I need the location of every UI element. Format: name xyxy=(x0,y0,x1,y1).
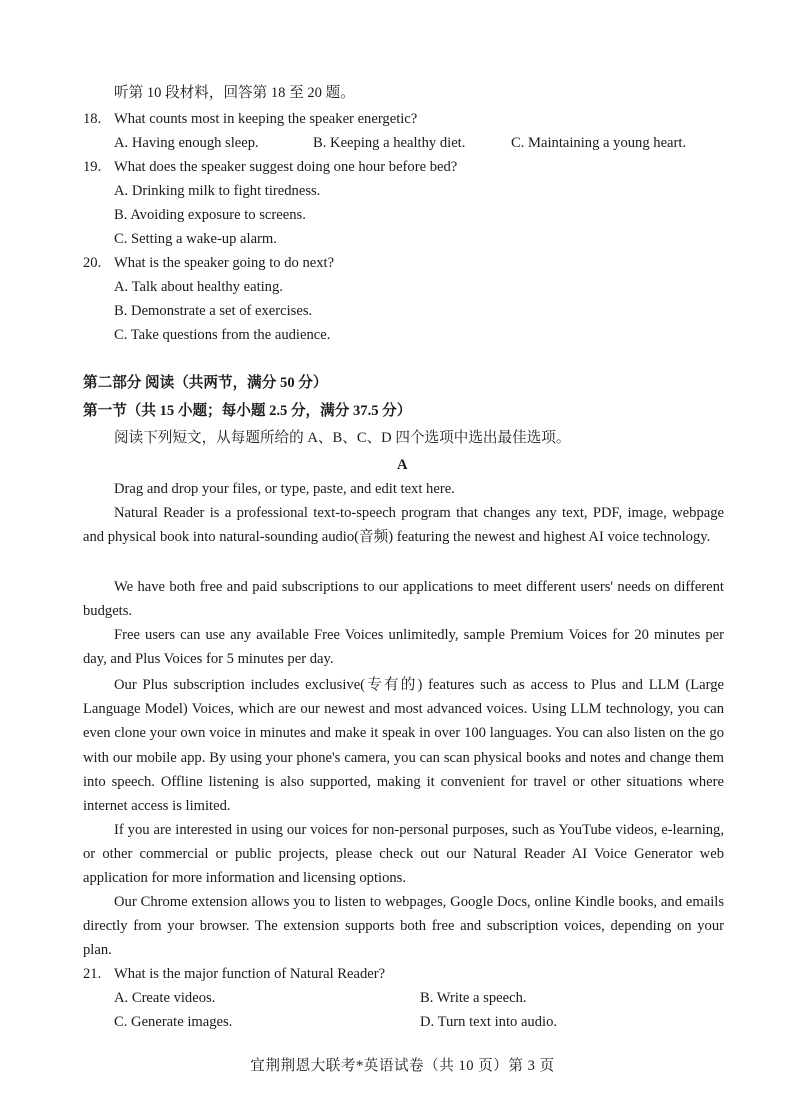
option-20a: A. Talk about healthy eating. xyxy=(114,279,283,295)
question-number-19: 19. xyxy=(83,159,102,175)
options-row-21-ab xyxy=(114,989,734,1007)
option-20c: C. Take questions from the audience. xyxy=(114,327,331,343)
paragraph-6: If you are interested in using our voices for non-personal purposes, such as YouTube videos, e-learning, or other commercial or public projects, please check out our Natural Reader AI Voice Generator web application for more information and licensing options. xyxy=(83,822,724,887)
options-row-21-cd xyxy=(114,1013,734,1031)
option-19c: C. Setting a wake-up alarm. xyxy=(114,231,277,247)
paragraph-4: Free users can use any available Free Voices unlimitedly, sample Premium Voices for 20 minutes per day, and Plus Voices for 5 minutes per day. xyxy=(83,627,724,668)
paragraph-1: Drag and drop your files, or type, paste, and edit text here. xyxy=(114,481,455,497)
question-number-21: 21. xyxy=(83,966,102,982)
paragraph-5: Our Plus subscription includes exclusive(专有的) features such as access to Plus and LLM (Large Language Model) Voices, which are our newest and most advanced voices. Using LLM technology, you can even clone your own voice in minutes and make it speak in over 100 languages. You can also listen on the go with our mobile app. By using your phone's camera, you can scan physical books and notes and change them into speech. Offline listening is also supported, making it convenient for travel or other situations where internet access is limited. xyxy=(83,677,724,815)
part-title: 第二部分 阅读（共两节，满分 50 分） xyxy=(83,375,328,391)
paragraph-7: Our Chrome extension allows you to listen to webpages, Google Docs, online Kindle books, and emails directly from your browser. The extension supports both free and subscription voices, depending on your plan. xyxy=(83,894,724,959)
section-title: 第一节（共 15 小题；每小题 2.5 分，满分 37.5 分） xyxy=(83,403,412,419)
option-21a: A. Create videos. xyxy=(114,990,216,1006)
passage-label: A xyxy=(397,457,408,473)
page-footer: 宜荆荆恩大联考*英语试卷（共 10 页）第 3 页 xyxy=(250,1058,555,1074)
option-18c: C. Maintaining a young heart. xyxy=(511,135,687,151)
question-stem-20: What is the speaker going to do next? xyxy=(114,255,335,271)
options-row-18 xyxy=(114,134,734,152)
question-stem-18: What counts most in keeping the speaker energetic? xyxy=(114,111,418,127)
question-stem-21: What is the major function of Natural Reader? xyxy=(114,966,386,982)
paragraph-2: Natural Reader is a professional text-to-speech program that changes any text, PDF, image, webpage and physical book into natural-sounding audio(音频) featuring the newest and highest AI voice technology. xyxy=(83,505,724,546)
listening-intro: 听第 10 段材料，回答第 18 至 20 题。 xyxy=(114,85,355,101)
option-19b: B. Avoiding exposure to screens. xyxy=(114,207,306,223)
option-19a: A. Drinking milk to fight tiredness. xyxy=(114,183,321,199)
option-21b: B. Write a speech. xyxy=(420,990,527,1006)
option-21c: C. Generate images. xyxy=(114,1014,233,1030)
question-stem-19: What does the speaker suggest doing one hour before bed? xyxy=(114,159,458,175)
option-18b: B. Keeping a healthy diet. xyxy=(313,135,466,151)
reading-instruction: 阅读下列短文，从每题所给的 A、B、C、D 四个选项中选出最佳选项。 xyxy=(114,430,571,446)
paragraph-3: We have both free and paid subscriptions to our applications to meet different users' needs on different budgets. xyxy=(83,579,724,620)
question-number-18: 18. xyxy=(83,111,102,127)
option-21d: D. Turn text into audio. xyxy=(420,1014,558,1030)
option-18a: A. Having enough sleep. xyxy=(114,135,259,151)
option-20b: B. Demonstrate a set of exercises. xyxy=(114,303,313,319)
question-number-20: 20. xyxy=(83,255,102,271)
